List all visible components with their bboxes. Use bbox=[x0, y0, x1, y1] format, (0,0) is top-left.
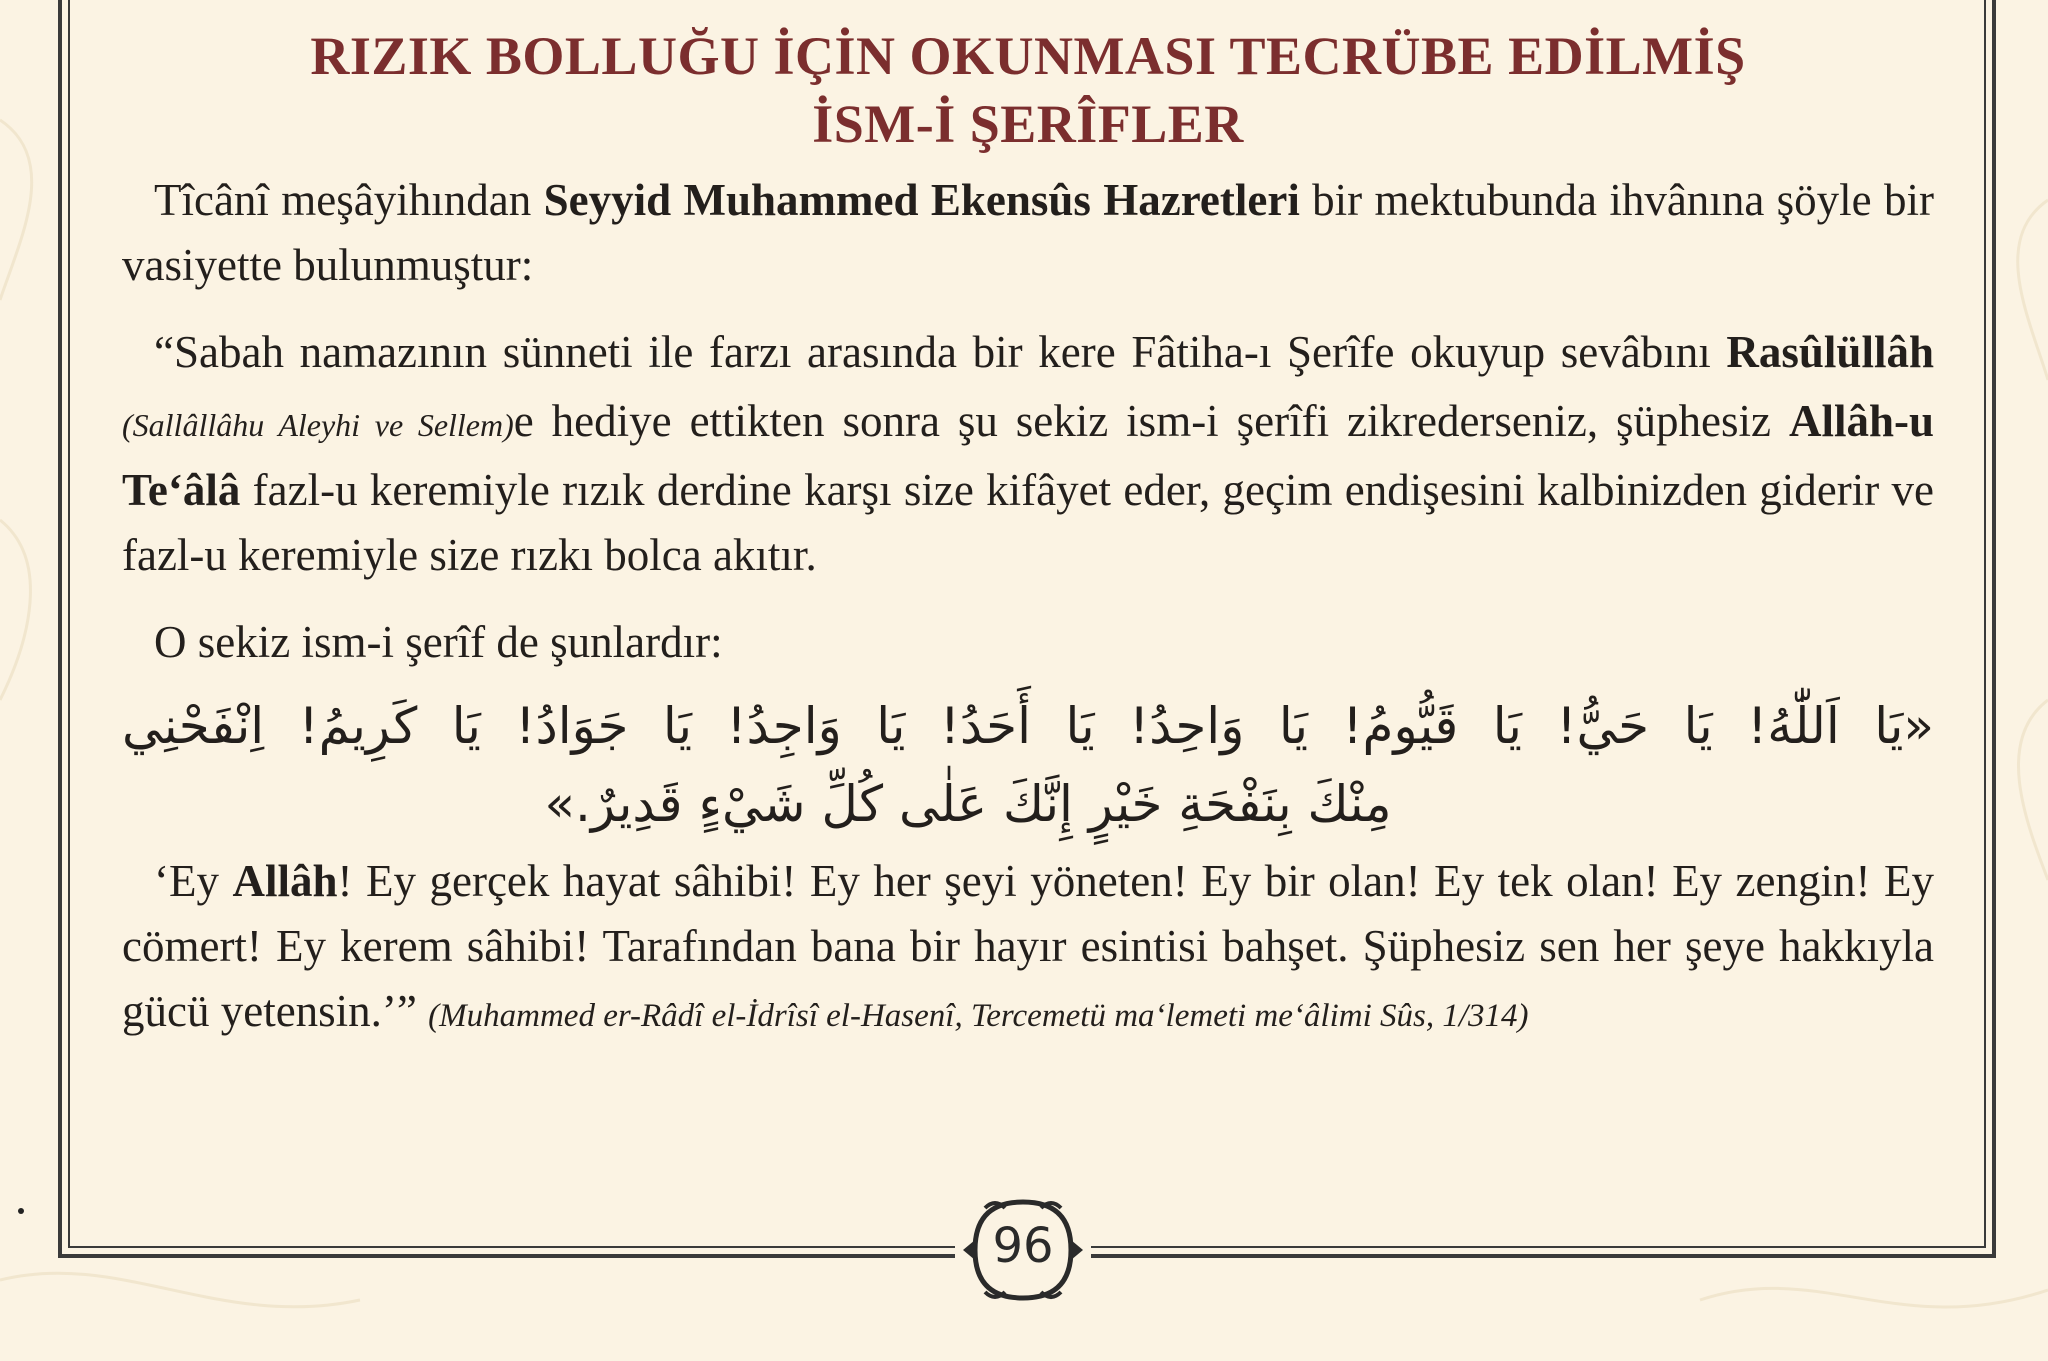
names-intro: O sekiz ism-i şerîf de şunlardır: bbox=[154, 617, 723, 667]
allah-word: Allâh bbox=[232, 856, 338, 906]
page-content bbox=[122, 22, 1934, 1049]
page-number-badge bbox=[955, 1194, 1091, 1306]
intro-text-start: Tîcânî meşâyihından bbox=[154, 175, 544, 225]
title-line-2: İSM-İ ŞERÎFLER bbox=[812, 94, 1244, 154]
author-name: Seyyid Muhammed Ekensûs Hazretleri bbox=[543, 175, 1300, 225]
instruction-text-start: “Sabah namazının sünneti ile farzı arasında bir kere Fâtiha-ı Şerîfe okuyup sevâbını bbox=[154, 327, 1727, 377]
intro-text-end: bir mektubunda ihvânına şöyle bir vasiyette bulunmuştur: bbox=[122, 175, 1934, 290]
margin-dot bbox=[18, 1208, 24, 1214]
intro-paragraph bbox=[122, 168, 1934, 298]
instruction-text-end: fazl-u keremiyle rızık derdine karşı size kifâyet eder, geçim endişesini kalbinizden giderir ve fazl-u keremiyle size rızkı bolca akıtır. bbox=[122, 465, 1934, 580]
page-number: 96 bbox=[992, 1218, 1054, 1274]
page-title bbox=[122, 22, 1934, 158]
allah-name: Allâh-u Te‘âlâ bbox=[122, 396, 1934, 515]
translation-text-end: ! Ey gerçek hayat sâhibi! Ey her şeyi yöneten! Ey bir olan! Ey tek olan! Ey zengin! Ey cömert! Ey kerem sâhibi! Tarafından bana bir hayır esintisi bahşet. Şüphesiz sen her şeye hakkıyla gücü yetensin.’” bbox=[122, 856, 1934, 1036]
arabic-prayer bbox=[122, 687, 1934, 843]
title-line-1: RIZIK BOLLUĞU İÇİN OKUNMASI TECRÜBE EDİLMİŞ bbox=[310, 26, 1746, 86]
prophet-name: Rasûlüllâh bbox=[1726, 327, 1934, 377]
citation: (Muhammed er-Râdî el-İdrîsî el-Hasenî, Tercemetü ma‘lemeti me‘âlimi Sûs, 1/314) bbox=[428, 998, 1529, 1034]
translation-text-start: ‘Ey bbox=[154, 856, 233, 906]
arabic-line-1: «يَا اَللّٰهُ! يَا حَيُّ! يَا قَيُّومُ! يَا وَاحِدُ! يَا أَحَدُ! يَا وَاجِدُ! يَا جَوَادُ! يَا كَرِيمُ! اِنْفَحْنِي bbox=[122, 697, 1934, 755]
instruction-text-middle: e hediye ettikten sonra şu sekiz ism-i şerîfi zikrederseniz, şüphesiz bbox=[513, 396, 1789, 446]
translation-paragraph bbox=[122, 849, 1934, 1049]
honorific: (Sallâllâhu Aleyhi ve Sellem) bbox=[122, 407, 514, 443]
arabic-line-2: مِنْكَ بِنَفْحَةِ خَيْرٍ إِنَّكَ عَلٰى كُلِّ شَيْءٍ قَدِيرٌ.» bbox=[544, 775, 1392, 833]
instruction-paragraph bbox=[122, 320, 1934, 588]
